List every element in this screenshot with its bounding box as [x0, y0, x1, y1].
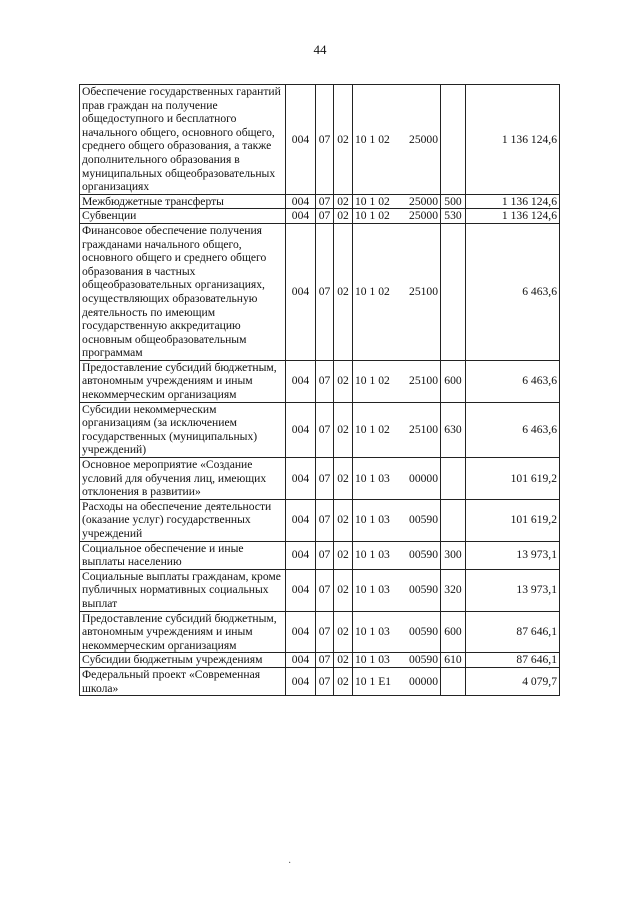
row-cs-direction-cell: 00000	[399, 667, 441, 695]
row-cs-direction-cell: 25100	[399, 223, 441, 360]
table-row	[80, 611, 560, 653]
row-cs-program-cell: 10 1 03	[353, 611, 400, 653]
row-cs-program-cell: 10 1 02	[353, 194, 400, 209]
row-cs-direction-cell: 00590	[399, 541, 441, 569]
row-pr-cell: 02	[334, 499, 353, 541]
row-cs-program-cell: 10 1 02	[353, 223, 400, 360]
row-sum-cell: 6 463,6	[466, 360, 560, 402]
table-row	[80, 402, 560, 457]
row-rz-cell: 07	[316, 402, 334, 457]
page-number: 44	[313, 42, 327, 57]
row-sum-cell: 6 463,6	[466, 402, 560, 457]
row-rz-cell: 07	[316, 499, 334, 541]
row-vr-cell	[441, 85, 466, 195]
row-vr-cell: 600	[441, 360, 466, 402]
row-cs-direction-cell: 00590	[399, 499, 441, 541]
row-vr-cell	[441, 458, 466, 500]
row-pr-cell: 02	[334, 360, 353, 402]
row-rz-cell: 07	[316, 541, 334, 569]
row-name-cell: Социальное обеспечение и иные выплаты населению	[80, 541, 286, 569]
row-sum-cell: 87 646,1	[466, 611, 560, 653]
row-rz-cell: 07	[316, 360, 334, 402]
row-name-cell: Субсидии некоммерческим организациям (за исключением государственных (муниципальных) учреждений)	[80, 402, 286, 457]
row-cs-program-cell: 10 1 02	[353, 209, 400, 224]
row-sum-cell: 13 973,1	[466, 569, 560, 611]
row-gr-cell: 004	[286, 402, 316, 457]
row-name-cell: Финансовое обеспечение получения гражданами начального общего, основного общего и среднего общего образования в частных общеобразовательных организациях, осуществляющих образовательную деятельность по имеющим государственную аккредитацию основным общеобразовательным программам	[80, 223, 286, 360]
row-cs-program-cell: 10 1 03	[353, 569, 400, 611]
row-vr-cell	[441, 667, 466, 695]
row-sum-cell: 6 463,6	[466, 223, 560, 360]
row-name-cell: Основное мероприятие «Создание условий для обучения лиц, имеющих отклонения в развитии»	[80, 458, 286, 500]
row-cs-program-cell: 10 1 02	[353, 360, 400, 402]
scan-speck: ·	[288, 858, 292, 869]
row-vr-cell	[441, 499, 466, 541]
row-gr-cell: 004	[286, 541, 316, 569]
row-gr-cell: 004	[286, 611, 316, 653]
row-gr-cell: 004	[286, 569, 316, 611]
row-sum-cell: 1 136 124,6	[466, 85, 560, 195]
row-name-cell: Федеральный проект «Современная школа»	[80, 667, 286, 695]
row-vr-cell: 630	[441, 402, 466, 457]
row-name-cell: Расходы на обеспечение деятельности (оказание услуг) государственных учреждений	[80, 499, 286, 541]
row-sum-cell: 1 136 124,6	[466, 194, 560, 209]
row-rz-cell: 07	[316, 569, 334, 611]
table-row	[80, 653, 560, 668]
row-pr-cell: 02	[334, 653, 353, 668]
row-cs-direction-cell: 00590	[399, 653, 441, 668]
row-cs-direction-cell: 00000	[399, 458, 441, 500]
table-row	[80, 194, 560, 209]
table-row	[80, 458, 560, 500]
row-vr-cell: 320	[441, 569, 466, 611]
row-vr-cell: 500	[441, 194, 466, 209]
row-name-cell: Межбюджетные трансферты	[80, 194, 286, 209]
row-vr-cell: 300	[441, 541, 466, 569]
row-name-cell: Предоставление субсидий бюджетным, автономным учреждениям и иным некоммерческим организациям	[80, 360, 286, 402]
row-vr-cell: 530	[441, 209, 466, 224]
table-row	[80, 360, 560, 402]
row-sum-cell: 101 619,2	[466, 499, 560, 541]
row-rz-cell: 07	[316, 209, 334, 224]
row-vr-cell: 610	[441, 653, 466, 668]
row-rz-cell: 07	[316, 458, 334, 500]
row-gr-cell: 004	[286, 85, 316, 195]
table-row	[80, 499, 560, 541]
row-cs-direction-cell: 25000	[399, 209, 441, 224]
row-gr-cell: 004	[286, 209, 316, 224]
row-name-cell: Предоставление субсидий бюджетным, автономным учреждениям и иным некоммерческим организациям	[80, 611, 286, 653]
row-pr-cell: 02	[334, 541, 353, 569]
row-sum-cell: 87 646,1	[466, 653, 560, 668]
row-pr-cell: 02	[334, 402, 353, 457]
row-pr-cell: 02	[334, 223, 353, 360]
row-sum-cell: 4 079,7	[466, 667, 560, 695]
row-cs-direction-cell: 25000	[399, 85, 441, 195]
row-cs-direction-cell: 25100	[399, 360, 441, 402]
row-name-cell: Обеспечение государственных гарантий прав граждан на получение общедоступного и бесплатного начального общего, основного общего, среднего общего образования, а также дополнительного образования в муниципальных общеобразовательных организациях	[80, 85, 286, 195]
row-rz-cell: 07	[316, 611, 334, 653]
row-pr-cell: 02	[334, 667, 353, 695]
row-cs-direction-cell: 00590	[399, 569, 441, 611]
row-gr-cell: 004	[286, 360, 316, 402]
row-pr-cell: 02	[334, 209, 353, 224]
table-row	[80, 223, 560, 360]
row-pr-cell: 02	[334, 611, 353, 653]
row-gr-cell: 004	[286, 667, 316, 695]
row-gr-cell: 004	[286, 458, 316, 500]
row-cs-program-cell: 10 1 03	[353, 653, 400, 668]
table-row	[80, 667, 560, 695]
budget-table	[79, 84, 560, 696]
row-gr-cell: 004	[286, 194, 316, 209]
row-rz-cell: 07	[316, 653, 334, 668]
row-cs-program-cell: 10 1 03	[353, 541, 400, 569]
table-row	[80, 85, 560, 195]
row-sum-cell: 13 973,1	[466, 541, 560, 569]
row-pr-cell: 02	[334, 569, 353, 611]
table-row	[80, 569, 560, 611]
row-cs-direction-cell: 25100	[399, 402, 441, 457]
row-cs-direction-cell: 25000	[399, 194, 441, 209]
table-row	[80, 209, 560, 224]
row-gr-cell: 004	[286, 223, 316, 360]
row-cs-program-cell: 10 1 02	[353, 85, 400, 195]
table-body	[80, 85, 560, 696]
row-cs-program-cell: 10 1 03	[353, 499, 400, 541]
row-vr-cell	[441, 223, 466, 360]
row-rz-cell: 07	[316, 194, 334, 209]
row-pr-cell: 02	[334, 194, 353, 209]
row-sum-cell: 101 619,2	[466, 458, 560, 500]
row-name-cell: Субсидии бюджетным учреждениям	[80, 653, 286, 668]
row-cs-program-cell: 10 1 03	[353, 458, 400, 500]
row-cs-program-cell: 10 1 02	[353, 402, 400, 457]
row-gr-cell: 004	[286, 499, 316, 541]
row-rz-cell: 07	[316, 223, 334, 360]
row-pr-cell: 02	[334, 85, 353, 195]
row-cs-direction-cell: 00590	[399, 611, 441, 653]
row-name-cell: Субвенции	[80, 209, 286, 224]
row-pr-cell: 02	[334, 458, 353, 500]
row-sum-cell: 1 136 124,6	[466, 209, 560, 224]
row-rz-cell: 07	[316, 667, 334, 695]
row-gr-cell: 004	[286, 653, 316, 668]
row-rz-cell: 07	[316, 85, 334, 195]
row-name-cell: Социальные выплаты гражданам, кроме публичных нормативных социальных выплат	[80, 569, 286, 611]
row-cs-program-cell: 10 1 E1	[353, 667, 400, 695]
table-row	[80, 541, 560, 569]
row-vr-cell: 600	[441, 611, 466, 653]
